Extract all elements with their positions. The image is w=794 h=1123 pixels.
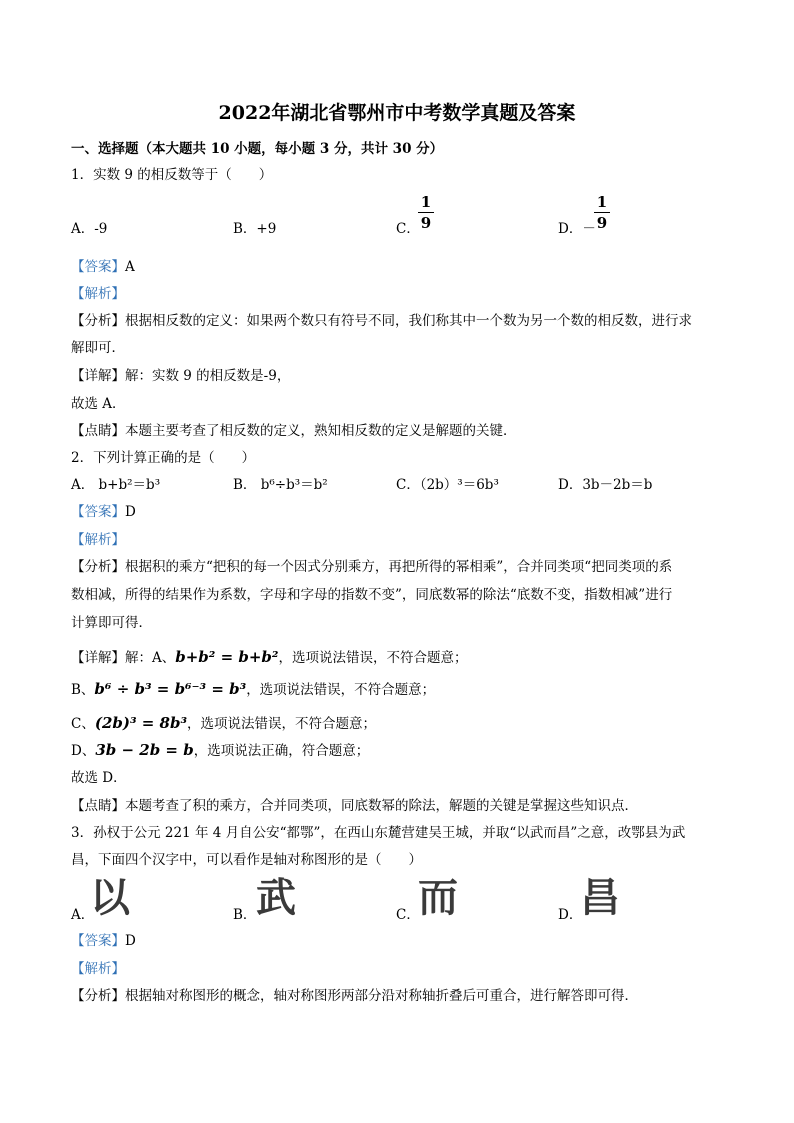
- q2-stem: 2．下列计算正确的是（ ）: [71, 450, 256, 466]
- xiangjie-text: 解：实数 9 的相反数是-9，: [125, 368, 291, 384]
- fenxi-tag: 【分析】: [71, 988, 125, 1004]
- q2-fenxi-line2: 数相减，所得的结果作为系数，字母和字母的指数不变”，同底数幂的除法“底数不变，指数相减”进行: [71, 587, 673, 603]
- q1-option-c-label: C．: [396, 221, 420, 237]
- q2-option-c: C．（2b）³＝6b³: [396, 477, 499, 493]
- q2-analysis-tag: 【解析】: [71, 532, 125, 548]
- dianjing-text: 本题主要考查了相反数的定义，熟知相反数的定义是解题的关键．: [125, 423, 517, 439]
- q3-option-c-char: 而: [418, 875, 458, 921]
- q3-answer: [71, 932, 136, 950]
- xiangjie-tag: 【详解】: [71, 650, 125, 666]
- q3-stem-line1: 3．孙权于公元 221 年 4 月自公安“都鄂”，在西山东麓营建吴王城，并取“以武而昌”之意，改鄂县为武: [71, 825, 686, 841]
- q2-option-a: A． b+b²＝b³: [71, 477, 161, 493]
- q2-xiangjie-d: [71, 741, 369, 760]
- q1-fenxi-line1: [71, 312, 692, 330]
- q2-answer: [71, 503, 136, 521]
- xiangjie-d-prefix: D、: [71, 743, 96, 759]
- answer-tag: 【答案】: [71, 259, 125, 275]
- q2-fenxi-line1: [71, 558, 672, 576]
- q1-option-d-fraction: [594, 194, 610, 231]
- fenxi-text: 根据积的乘方“把积的每一个因式分别乘方，再把所得的幂相乘”，合并同类项“把同类项的系: [125, 559, 673, 575]
- q2-option-b: B． b⁶÷b³＝b²: [233, 477, 328, 493]
- q3-option-d-char: 昌: [580, 875, 620, 921]
- q1-option-c-fraction: [418, 194, 434, 231]
- xiangjie-a-prefix: 解：A、: [125, 650, 176, 666]
- q1-fenxi-line2: 解即可．: [71, 340, 125, 356]
- answer-value: D: [125, 933, 136, 949]
- q2-xiangjie-a: [71, 648, 468, 667]
- math-expression: b⁶ ÷ b³ = b⁶⁻³ = b³: [94, 680, 247, 698]
- q1-option-a: A．-9: [71, 221, 108, 237]
- q1-dianjing: [71, 422, 517, 440]
- dianjing-text: 本题考查了积的乘方，合并同类项，同底数幂的除法，解题的关键是掌握这些知识点．: [125, 798, 638, 814]
- fenxi-text: 根据轴对称图形的概念，轴对称图形两部分沿对称轴折叠后可重合，进行解答即可得．: [125, 988, 638, 1004]
- q3-fenxi: [71, 987, 638, 1005]
- q2-xiangjie-c: [71, 714, 376, 733]
- fraction-bar: [418, 212, 434, 213]
- section-heading: 一、选择题（本大题共 10 小题，每小题 3 分，共计 30 分）: [71, 141, 444, 157]
- dianjing-tag: 【点睛】: [71, 798, 125, 814]
- fraction-numerator: 1: [420, 193, 432, 211]
- answer-value: A: [125, 259, 135, 275]
- page-title: 2022年湖北省鄂州市中考数学真题及答案: [218, 102, 576, 124]
- xiangjie-b-suffix: ，选项说法错误，不符合题意；: [246, 682, 436, 698]
- xiangjie-a-suffix: ，选项说法错误，不符合题意；: [278, 650, 468, 666]
- q1-xiangjie: [71, 367, 290, 385]
- q1-option-b: B．+9: [233, 221, 277, 237]
- q3-option-d-label: D．: [558, 907, 583, 923]
- fraction-numerator: 1: [596, 193, 608, 211]
- xiangjie-d-suffix: ，选项说法正确，符合题意；: [193, 743, 370, 759]
- q3-option-a-label: A．: [71, 907, 95, 923]
- q1-option-d-label: D．－: [558, 221, 596, 237]
- q2-dianjing: [71, 797, 638, 815]
- answer-tag: 【答案】: [71, 504, 125, 520]
- answer-tag: 【答案】: [71, 933, 125, 949]
- q3-option-a-char: 以: [90, 875, 130, 921]
- xiangjie-c-prefix: C、: [71, 716, 95, 732]
- fenxi-tag: 【分析】: [71, 313, 125, 329]
- xiangjie-tag: 【详解】: [71, 368, 125, 384]
- q3-option-b-char: 武: [256, 875, 296, 921]
- xiangjie-c-suffix: ，选项说法错误，不符合题意；: [187, 716, 377, 732]
- q1-stem: 1．实数 9 的相反数等于（ ）: [71, 167, 273, 183]
- q2-fenxi-line3: 计算即可得．: [71, 615, 152, 631]
- q3-analysis-tag: 【解析】: [71, 961, 125, 977]
- fraction-denominator: 9: [596, 214, 608, 232]
- fraction-denominator: 9: [420, 214, 432, 232]
- math-expression: (2b)³ = 8b³: [94, 714, 188, 732]
- dianjing-tag: 【点睛】: [71, 423, 125, 439]
- fraction-bar: [594, 212, 610, 213]
- fenxi-text: 根据相反数的定义：如果两个数只有符号不同，我们称其中一个数为另一个数的相反数，进行求: [125, 313, 692, 329]
- q2-option-d: D．3b－2b＝b: [558, 477, 653, 493]
- answer-value: D: [125, 504, 136, 520]
- q1-analysis-tag: 【解析】: [71, 286, 125, 302]
- q2-xiangjie-b: [71, 680, 435, 699]
- xiangjie-b-prefix: B、: [71, 682, 95, 698]
- q2-choose: 故选 D．: [71, 770, 127, 786]
- q1-answer: [71, 258, 135, 276]
- q3-stem-line2: 昌，下面四个汉字中，可以看作是轴对称图形的是（ ）: [71, 852, 422, 868]
- q3-option-b-label: B．: [233, 907, 257, 923]
- math-expression: b+b² = b+b²: [175, 648, 279, 666]
- q3-option-c-label: C．: [396, 907, 420, 923]
- q1-choose: 故选 A．: [71, 396, 126, 412]
- fenxi-tag: 【分析】: [71, 559, 125, 575]
- math-expression: 3b − 2b = b: [95, 741, 194, 759]
